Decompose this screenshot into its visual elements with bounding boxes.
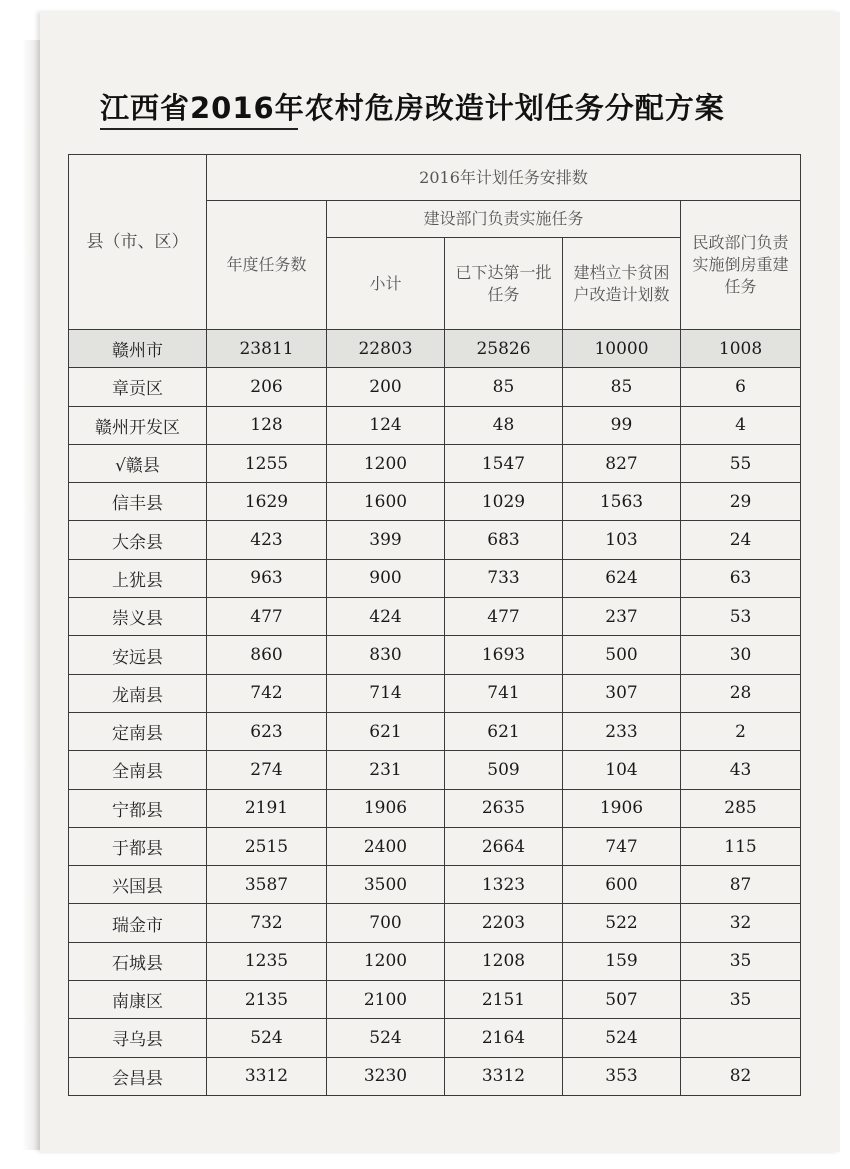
civil-affairs-cell: 285 <box>681 789 801 827</box>
civil-affairs-cell: 53 <box>681 598 801 636</box>
county-cell: 赣州市 <box>69 330 207 368</box>
table-row <box>69 712 801 750</box>
first-batch-cell: 741 <box>445 674 563 712</box>
county-cell: 兴国县 <box>69 866 207 904</box>
table-row <box>69 827 801 865</box>
first-batch-header: 已下达第一批任务 <box>445 238 563 330</box>
county-cell: 龙南县 <box>69 674 207 712</box>
civil-affairs-cell: 87 <box>681 866 801 904</box>
annual-task-cell: 423 <box>207 521 327 559</box>
annual-task-cell: 524 <box>207 1019 327 1057</box>
county-header: 县（市、区） <box>69 155 207 330</box>
table-row <box>69 674 801 712</box>
filed-poor-cell: 103 <box>563 521 681 559</box>
annual-task-cell: 860 <box>207 636 327 674</box>
civil-affairs-cell: 55 <box>681 444 801 482</box>
table-row <box>69 636 801 674</box>
county-cell: 石城县 <box>69 942 207 980</box>
first-batch-cell: 733 <box>445 559 563 597</box>
filed-poor-cell: 353 <box>563 1057 681 1095</box>
filed-poor-cell: 624 <box>563 559 681 597</box>
civil-affairs-header: 民政部门负责实施倒房重建任务 <box>681 201 801 330</box>
civil-affairs-cell: 1008 <box>681 330 801 368</box>
subtotal-cell: 714 <box>327 674 445 712</box>
table-row <box>69 598 801 636</box>
subtotal-cell: 524 <box>327 1019 445 1057</box>
first-batch-cell: 621 <box>445 712 563 750</box>
subtotal-cell: 2100 <box>327 981 445 1019</box>
annual-task-cell: 477 <box>207 598 327 636</box>
county-cell: 章贡区 <box>69 368 207 406</box>
civil-affairs-cell: 82 <box>681 1057 801 1095</box>
subtotal-cell: 621 <box>327 712 445 750</box>
table-row <box>69 866 801 904</box>
first-batch-cell: 1323 <box>445 866 563 904</box>
civil-affairs-cell: 30 <box>681 636 801 674</box>
filed-poor-cell: 237 <box>563 598 681 636</box>
county-cell: 会昌县 <box>69 1057 207 1095</box>
county-cell: 定南县 <box>69 712 207 750</box>
subtotal-cell: 700 <box>327 904 445 942</box>
paper-edge <box>22 40 40 1150</box>
county-cell: 宁都县 <box>69 789 207 827</box>
annual-task-cell: 274 <box>207 751 327 789</box>
first-batch-cell: 683 <box>445 521 563 559</box>
subtotal-cell: 424 <box>327 598 445 636</box>
filed-poor-cell: 10000 <box>563 330 681 368</box>
table-row <box>69 368 801 406</box>
table-body <box>69 330 801 1096</box>
civil-affairs-cell: 28 <box>681 674 801 712</box>
filed-poor-cell: 1906 <box>563 789 681 827</box>
subtotal-cell: 3500 <box>327 866 445 904</box>
subtotal-cell: 200 <box>327 368 445 406</box>
county-cell: 瑞金市 <box>69 904 207 942</box>
table-row <box>69 1057 801 1095</box>
table-row <box>69 981 801 1019</box>
annual-task-cell: 1629 <box>207 483 327 521</box>
subtotal-cell: 399 <box>327 521 445 559</box>
annual-task-cell: 1255 <box>207 444 327 482</box>
document-title: 江西省2016年农村危房改造计划任务分配方案 <box>100 91 725 125</box>
civil-affairs-cell: 63 <box>681 559 801 597</box>
summary-row <box>69 330 801 368</box>
subtotal-cell: 231 <box>327 751 445 789</box>
civil-affairs-cell: 24 <box>681 521 801 559</box>
plan-2016-header: 2016年计划任务安排数 <box>207 155 801 201</box>
county-cell: 赣州开发区 <box>69 406 207 444</box>
first-batch-cell: 477 <box>445 598 563 636</box>
table-row <box>69 904 801 942</box>
first-batch-cell: 2664 <box>445 827 563 865</box>
annual-task-cell: 623 <box>207 712 327 750</box>
first-batch-cell: 2151 <box>445 981 563 1019</box>
filed-poor-cell: 233 <box>563 712 681 750</box>
subtotal-cell: 3230 <box>327 1057 445 1095</box>
filed-poor-cell: 1563 <box>563 483 681 521</box>
first-batch-cell: 2203 <box>445 904 563 942</box>
first-batch-cell: 1029 <box>445 483 563 521</box>
filed-poor-cell: 522 <box>563 904 681 942</box>
subtotal-header: 小计 <box>327 238 445 330</box>
county-cell: 崇义县 <box>69 598 207 636</box>
county-cell: 安远县 <box>69 636 207 674</box>
table-row <box>69 483 801 521</box>
first-batch-cell: 85 <box>445 368 563 406</box>
annual-task-cell: 742 <box>207 674 327 712</box>
filed-poor-cell: 500 <box>563 636 681 674</box>
filed-poor-cell: 747 <box>563 827 681 865</box>
subtotal-cell: 1600 <box>327 483 445 521</box>
first-batch-cell: 2164 <box>445 1019 563 1057</box>
filed-poor-cell: 159 <box>563 942 681 980</box>
subtotal-cell: 1200 <box>327 942 445 980</box>
subtotal-cell: 22803 <box>327 330 445 368</box>
table-row <box>69 942 801 980</box>
subtotal-cell: 124 <box>327 406 445 444</box>
task-allocation-table <box>68 154 801 1096</box>
table-row <box>69 406 801 444</box>
civil-affairs-cell: 35 <box>681 942 801 980</box>
first-batch-cell: 3312 <box>445 1057 563 1095</box>
first-batch-cell: 509 <box>445 751 563 789</box>
county-cell: 于都县 <box>69 827 207 865</box>
annual-task-cell: 732 <box>207 904 327 942</box>
county-cell: 全南县 <box>69 751 207 789</box>
first-batch-cell: 1208 <box>445 942 563 980</box>
filed-poor-cell: 85 <box>563 368 681 406</box>
table-row <box>69 444 801 482</box>
subtotal-cell: 2400 <box>327 827 445 865</box>
first-batch-cell: 48 <box>445 406 563 444</box>
first-batch-cell: 25826 <box>445 330 563 368</box>
filed-poor-cell: 99 <box>563 406 681 444</box>
annual-task-cell: 206 <box>207 368 327 406</box>
annual-task-cell: 2515 <box>207 827 327 865</box>
first-batch-cell: 1693 <box>445 636 563 674</box>
annual-task-cell: 23811 <box>207 330 327 368</box>
county-cell: 上犹县 <box>69 559 207 597</box>
filed-poor-cell: 827 <box>563 444 681 482</box>
filed-poor-cell: 600 <box>563 866 681 904</box>
first-batch-cell: 2635 <box>445 789 563 827</box>
civil-affairs-cell: 29 <box>681 483 801 521</box>
annual-task-header: 年度任务数 <box>207 201 327 330</box>
annual-task-cell: 2135 <box>207 981 327 1019</box>
filed-poor-cell: 524 <box>563 1019 681 1057</box>
first-batch-cell: 1547 <box>445 444 563 482</box>
annual-task-cell: 128 <box>207 406 327 444</box>
civil-affairs-cell: 35 <box>681 981 801 1019</box>
county-cell: 寻乌县 <box>69 1019 207 1057</box>
county-cell: 南康区 <box>69 981 207 1019</box>
construction-dept-header: 建设部门负责实施任务 <box>327 201 681 238</box>
filed-poor-cell: 307 <box>563 674 681 712</box>
filed-poor-header: 建档立卡贫困户改造计划数 <box>563 238 681 330</box>
annual-task-cell: 3587 <box>207 866 327 904</box>
table-row <box>69 1019 801 1057</box>
filed-poor-cell: 104 <box>563 751 681 789</box>
civil-affairs-cell: 2 <box>681 712 801 750</box>
subtotal-cell: 900 <box>327 559 445 597</box>
civil-affairs-cell: 4 <box>681 406 801 444</box>
table-row <box>69 751 801 789</box>
annual-task-cell: 963 <box>207 559 327 597</box>
county-cell: 信丰县 <box>69 483 207 521</box>
subtotal-cell: 830 <box>327 636 445 674</box>
annual-task-cell: 1235 <box>207 942 327 980</box>
title-underline <box>100 128 298 130</box>
civil-affairs-cell <box>681 1019 801 1057</box>
civil-affairs-cell: 115 <box>681 827 801 865</box>
county-cell: √赣县 <box>69 444 207 482</box>
civil-affairs-cell: 6 <box>681 368 801 406</box>
annual-task-cell: 3312 <box>207 1057 327 1095</box>
civil-affairs-cell: 32 <box>681 904 801 942</box>
subtotal-cell: 1200 <box>327 444 445 482</box>
filed-poor-cell: 507 <box>563 981 681 1019</box>
table-row <box>69 521 801 559</box>
table-row <box>69 559 801 597</box>
subtotal-cell: 1906 <box>327 789 445 827</box>
county-cell: 大余县 <box>69 521 207 559</box>
civil-affairs-cell: 43 <box>681 751 801 789</box>
table-row <box>69 789 801 827</box>
annual-task-cell: 2191 <box>207 789 327 827</box>
